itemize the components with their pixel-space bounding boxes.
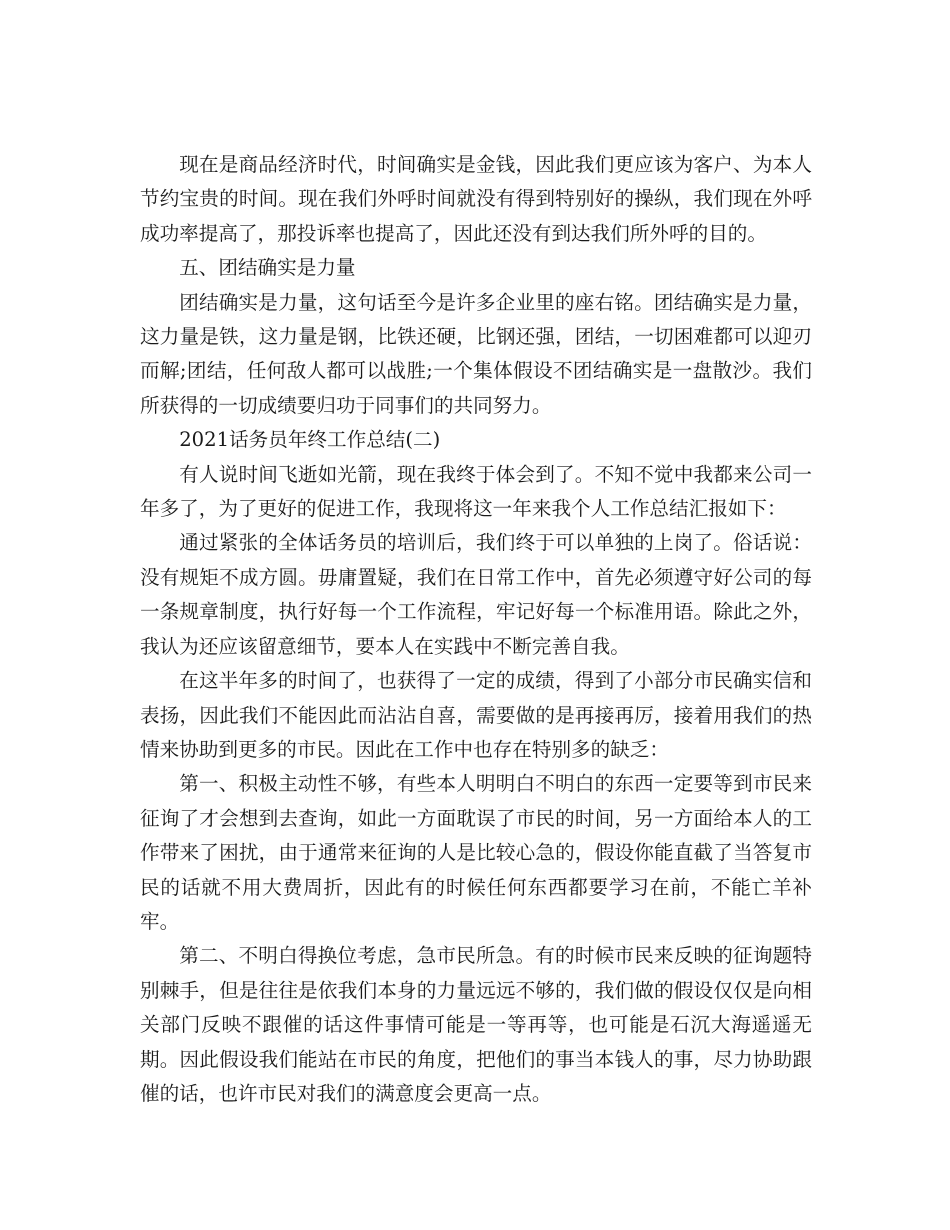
document-subtitle: 2021话务员年终工作总结(二) [179, 428, 441, 452]
section-heading-unity: 五、团结确实是力量 [179, 256, 356, 280]
paragraph-achievements: 在这半年多的时间了，也获得了一定的成绩，得到了小部分市民确实信和表扬，因此我们不能因此而沾沾自喜，需要做的是再接再厉，接着用我们的热情来协助到更多的市民。因此在工作中也存在特别多的缺乏： [140, 669, 812, 761]
paragraph-unity: 团结确实是力量，这句话至今是许多企业里的座右铭。团结确实是力量，这力量是铁，这力量是钢，比铁还硬，比钢还强，团结，一切困难都可以迎刃而解;团结，任何敌人都可以战胜;一个集体假设不团结确实是一盘散沙。我们所获得的一切成绩要归功于同事们的共同努力。 [140, 290, 812, 417]
paragraph-training: 通过紧张的全体话务员的培训后，我们终于可以单独的上岗了。俗话说：没有规矩不成方圆。毋庸置疑，我们在日常工作中，首先必须遵守好公司的每一条规章制度，执行好每一个工作流程，牢记好每一个标准用语。除此之外，我认为还应该留意细节，要本人在实践中不断完善自我。 [140, 531, 812, 658]
document-body [140, 148, 812, 1111]
paragraph-intro: 有人说时间飞逝如光箭，现在我终于体会到了。不知不觉中我都来公司一年多了，为了更好的促进工作，我现将这一年来我个人工作总结汇报如下： [140, 462, 812, 521]
paragraph-shortcoming-2: 第二、不明白得换位考虑，急市民所急。有的时候市民来反映的征询题特别棘手，但是往往是依我们本身的力量远远不够的，我们做的假设仅仅是向相关部门反映不跟催的话这件事情可能是一等再等，也可能是石沉大海遥遥无期。因此假设我们能站在市民的角度，把他们的事当本钱人的事，尽力协助跟催的话，也许市民对我们的满意度会更高一点。 [140, 944, 812, 1105]
paragraph-shortcoming-1: 第一、积极主动性不够，有些本人明明白不明白的东西一定要等到市民来征询了才会想到去查询，如此一方面耽误了市民的时间，另一方面给本人的工作带来了困扰，由于通常来征询的人是比较心急的，假设你能直截了当答复市民的话就不用大费周折，因此有的时候任何东西都要学习在前，不能亡羊补牢。 [140, 772, 812, 933]
paragraph-time-value: 现在是商品经济时代，时间确实是金钱，因此我们更应该为客户、为本人节约宝贵的时间。现在我们外呼时间就没有得到特别好的操纵，我们现在外呼成功率提高了，那投诉率也提高了，因此还没有到达我们所外呼的目的。 [140, 153, 812, 245]
